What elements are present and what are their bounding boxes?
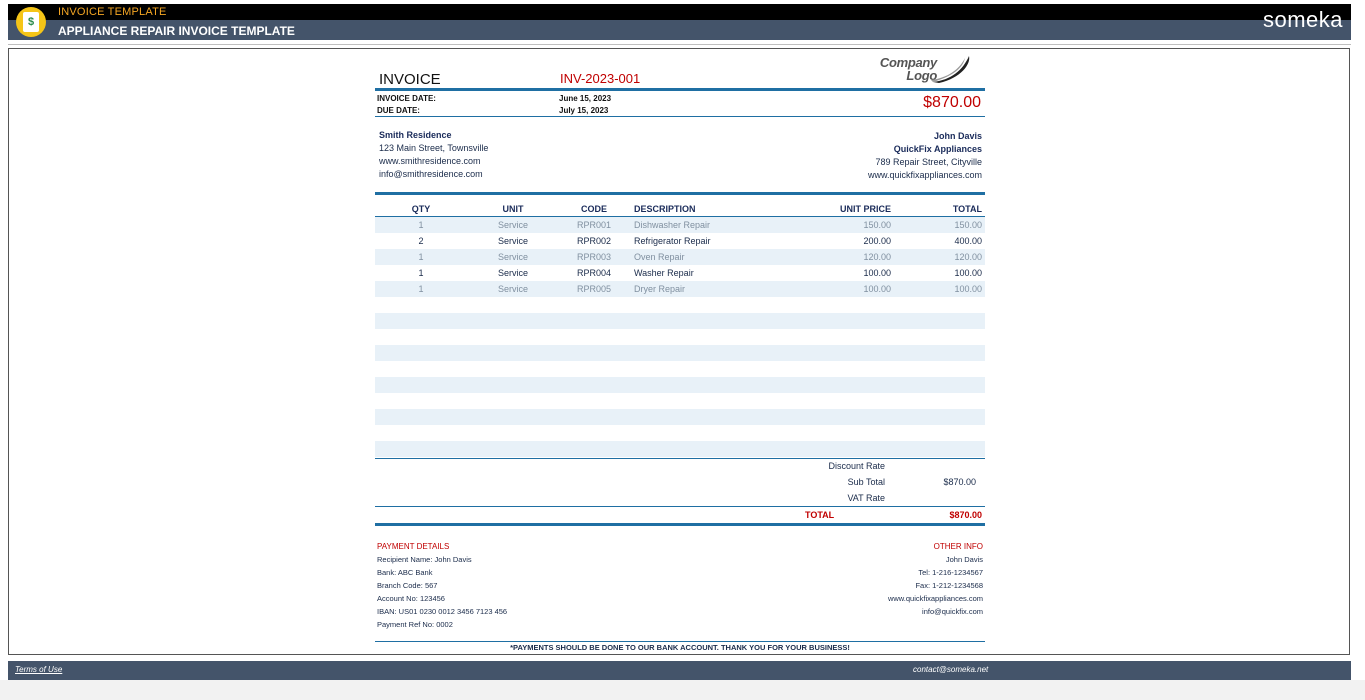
- logo-line-2: Logo: [906, 68, 937, 83]
- other-info-heading: OTHER INFO: [933, 542, 983, 551]
- cell-description: Dryer Repair: [634, 284, 686, 294]
- bill-to-email: info@smithresidence.com: [379, 169, 483, 179]
- col-qty: QTY: [411, 204, 431, 214]
- contact-link[interactable]: contact@someka.net: [913, 665, 989, 674]
- cell-total: 100.00: [954, 284, 982, 294]
- bill-from-name: John Davis: [933, 131, 982, 141]
- payment-account: Account No: 123456: [377, 594, 445, 603]
- payment-note: *PAYMENTS SHOULD BE DONE TO OUR BANK ACCOUNT. THANK YOU FOR YOUR BUSINESS!: [510, 643, 850, 652]
- cell-description: Dishwasher Repair: [634, 220, 711, 230]
- cell-code: RPR005: [576, 284, 612, 294]
- other-info-web: www.quickfixappliances.com: [887, 594, 983, 603]
- cell-qty: 2: [418, 236, 424, 246]
- app-label: INVOICE TEMPLATE: [58, 6, 167, 18]
- invoice-app-icon: [16, 7, 46, 37]
- cell-qty: 1: [418, 284, 424, 294]
- page-title: APPLIANCE REPAIR INVOICE TEMPLATE: [58, 24, 295, 38]
- empty-row[interactable]: [375, 409, 985, 425]
- due-date-label: DUE DATE:: [377, 106, 420, 115]
- brand-logo[interactable]: someka: [1262, 7, 1343, 32]
- discount-rate-label: Discount Rate: [828, 461, 885, 471]
- total-value: $870.00: [949, 510, 982, 520]
- cell-unit: Service: [497, 268, 528, 278]
- col-code: CODE: [580, 204, 607, 214]
- table-row[interactable]: [375, 217, 985, 233]
- cell-unit: Service: [497, 284, 528, 294]
- rule-7: [375, 523, 985, 526]
- subtotal-value: $870.00: [943, 477, 976, 487]
- invoice-amount: $870.00: [923, 94, 981, 111]
- rule-2: [375, 116, 985, 117]
- cell-description: Washer Repair: [634, 268, 694, 278]
- cell-total: 400.00: [954, 236, 982, 246]
- col-unit: UNIT: [502, 204, 524, 214]
- cell-unit-price: 100.00: [863, 268, 891, 278]
- cell-code: RPR004: [576, 268, 612, 278]
- company-logo-text: [869, 56, 937, 82]
- bill-to: [379, 129, 488, 181]
- cell-qty: 1: [418, 220, 424, 230]
- bill-to-web: www.smithresidence.com: [379, 156, 481, 166]
- col-unit-price: UNIT PRICE: [839, 204, 891, 214]
- bill-from-company: QuickFix Appliances: [893, 144, 982, 154]
- cell-unit: Service: [497, 252, 528, 262]
- other-info-fax: Fax: 1-212-1234568: [915, 581, 983, 590]
- invoice-title: INVOICE: [379, 71, 441, 88]
- cell-unit-price: 120.00: [863, 252, 891, 262]
- below-area: [0, 680, 1365, 700]
- payment-branch: Branch Code: 567: [377, 581, 438, 590]
- cell-qty: 1: [418, 252, 424, 262]
- cell-total: 120.00: [954, 252, 982, 262]
- cell-code: RPR003: [576, 252, 612, 262]
- rule-6: [375, 506, 985, 507]
- payment-iban: IBAN: US01 0230 0012 3456 7123 456: [377, 607, 508, 616]
- rule-3: [375, 192, 985, 195]
- bill-from: [868, 130, 982, 182]
- cell-unit-price: 200.00: [863, 236, 891, 246]
- invoice-date: June 15, 2023: [559, 94, 612, 103]
- cell-description: Refrigerator Repair: [634, 236, 711, 246]
- cell-total: 150.00: [954, 220, 982, 230]
- top-header: [8, 4, 1351, 40]
- invoice-date-label: INVOICE DATE:: [377, 94, 436, 103]
- total-label: TOTAL: [805, 510, 835, 520]
- empty-row[interactable]: [375, 377, 985, 393]
- other-info-name: John Davis: [945, 555, 983, 564]
- empty-row[interactable]: [375, 345, 985, 361]
- logo-swoosh-icon: [929, 54, 973, 84]
- logo-line-1: Company: [879, 55, 937, 70]
- payment-ref: Payment Ref No: 0002: [377, 620, 453, 629]
- header-band-top: [8, 4, 1351, 20]
- company-logo: [867, 52, 979, 88]
- header-divider: [8, 44, 1351, 45]
- table-row[interactable]: [375, 265, 985, 281]
- invoice-number: INV-2023-001: [560, 71, 641, 86]
- cell-code: RPR002: [576, 236, 612, 246]
- empty-row[interactable]: [375, 297, 985, 313]
- other-info: [888, 540, 983, 618]
- empty-row[interactable]: [375, 441, 985, 457]
- table-row[interactable]: [375, 281, 985, 297]
- cell-total: 100.00: [954, 268, 982, 278]
- cell-unit-price: 150.00: [863, 220, 891, 230]
- payment-details-heading: PAYMENT DETAILS: [377, 542, 450, 551]
- bill-to-name: Smith Residence: [379, 130, 452, 140]
- rule-5: [375, 458, 985, 459]
- table-row[interactable]: [375, 249, 985, 265]
- terms-of-use-link[interactable]: Terms of Use: [15, 665, 63, 674]
- cell-qty: 1: [418, 268, 424, 278]
- payment-bank: Bank: ABC Bank: [377, 568, 433, 577]
- table-row[interactable]: [375, 233, 985, 249]
- empty-row[interactable]: [375, 361, 985, 377]
- invoice-sheet: [375, 48, 985, 658]
- rule-8: [375, 641, 985, 642]
- bottom-bar: [8, 661, 1351, 680]
- cell-unit: Service: [497, 236, 528, 246]
- empty-row[interactable]: [375, 393, 985, 409]
- vat-rate-label: VAT Rate: [847, 493, 885, 503]
- bill-from-address: 789 Repair Street, Cityville: [875, 157, 982, 167]
- col-description: DESCRIPTION: [634, 204, 696, 214]
- cell-description: Oven Repair: [634, 252, 685, 262]
- bill-from-web: www.quickfixappliances.com: [867, 170, 982, 180]
- payment-recipient: Recipient Name: John Davis: [377, 555, 472, 564]
- empty-row[interactable]: [375, 313, 985, 329]
- other-info-tel: Tel: 1-216-1234567: [918, 568, 983, 577]
- payment-details: [377, 540, 507, 631]
- cell-unit: Service: [497, 220, 528, 230]
- empty-row[interactable]: [375, 425, 985, 441]
- bill-to-address: 123 Main Street, Townsville: [379, 143, 489, 153]
- due-date: July 15, 2023: [559, 106, 609, 115]
- col-total: TOTAL: [952, 204, 982, 214]
- subtotal-label: Sub Total: [847, 477, 885, 487]
- cell-code: RPR001: [576, 220, 612, 230]
- empty-row[interactable]: [375, 329, 985, 345]
- rule-1: [375, 88, 985, 91]
- other-info-email: info@quickfix.com: [922, 607, 983, 616]
- cell-unit-price: 100.00: [863, 284, 891, 294]
